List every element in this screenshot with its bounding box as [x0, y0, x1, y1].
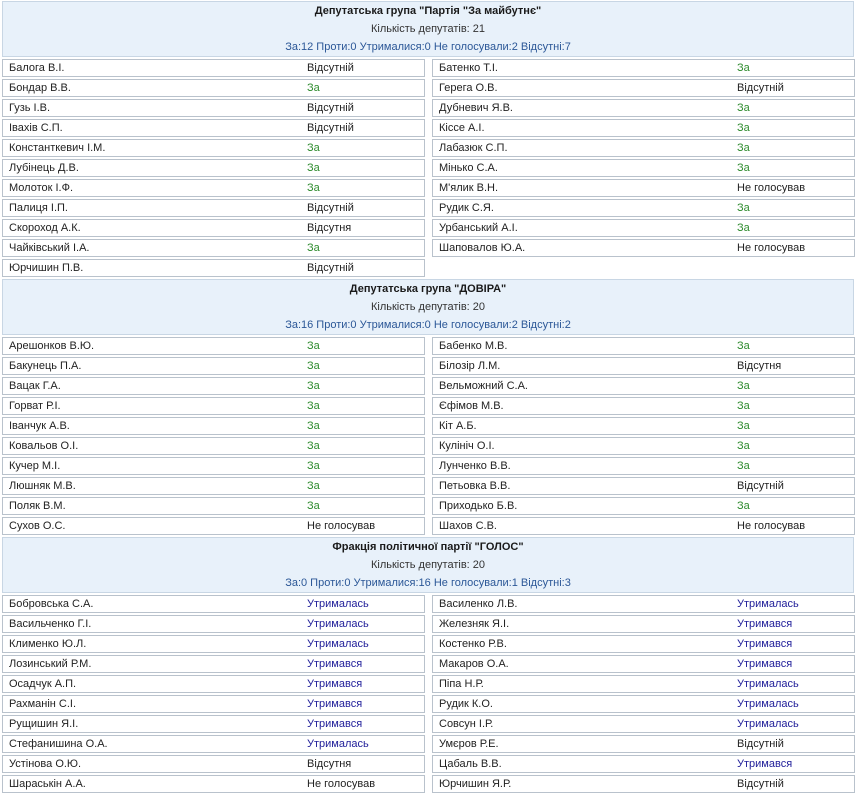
deputy-row — [432, 139, 855, 157]
vote-result: За — [737, 340, 750, 352]
vote-result: Утрималась — [307, 618, 369, 630]
deputy-name: Железняк Я.І. — [439, 618, 510, 630]
vote-result: Утрималась — [737, 678, 799, 690]
deputy-row — [432, 357, 855, 375]
deputy-row — [2, 259, 425, 277]
deputy-row — [432, 219, 855, 237]
deputy-name: Вацак Г.А. — [9, 380, 61, 392]
deputy-row — [2, 119, 425, 137]
deputy-row — [2, 615, 425, 633]
group-summary: За:0 Проти:0 Утрималися:16 Не голосували:1 Відсутні:3 — [285, 577, 571, 589]
deputy-row — [432, 179, 855, 197]
deputy-name: Урбанський А.І. — [439, 222, 518, 234]
deputy-name: Герега О.В. — [439, 82, 498, 94]
vote-result: За — [307, 142, 320, 154]
vote-result: За — [307, 500, 320, 512]
vote-result: За — [307, 460, 320, 472]
vote-result: За — [307, 162, 320, 174]
deputy-name: Бобровська С.А. — [9, 598, 94, 610]
deputy-list — [0, 595, 856, 793]
vote-result: За — [307, 420, 320, 432]
vote-result: Утримався — [737, 618, 793, 630]
deputy-name: Чайківський І.А. — [9, 242, 90, 254]
vote-result: Не голосував — [307, 778, 376, 790]
deputy-row — [2, 517, 425, 535]
deputy-name: Дубневич Я.В. — [439, 102, 513, 114]
deputy-name: Кіт А.Б. — [439, 420, 477, 432]
deputy-row — [432, 715, 855, 733]
deputy-name: Молоток І.Ф. — [9, 182, 74, 194]
deputy-row — [432, 377, 855, 395]
deputy-name: Бондар В.В. — [9, 82, 71, 94]
deputy-row — [432, 497, 855, 515]
deputy-name: Мінько С.А. — [439, 162, 498, 174]
deputy-row — [2, 397, 425, 415]
deputy-row — [2, 437, 425, 455]
deputy-row — [432, 119, 855, 137]
vote-result: Утрималась — [307, 738, 369, 750]
deputy-row — [2, 219, 425, 237]
vote-result: Відсутній — [307, 122, 354, 134]
deputy-name: Цабаль В.В. — [439, 758, 502, 770]
deputy-row — [2, 497, 425, 515]
deputy-name: Юрчишин П.В. — [9, 262, 84, 274]
vote-result: Утрималась — [307, 598, 369, 610]
vote-result: За — [307, 400, 320, 412]
deputy-row — [2, 715, 425, 733]
deputy-name: Совсун І.Р. — [439, 718, 494, 730]
vote-result: Відсутній — [737, 738, 784, 750]
deputy-row — [432, 755, 855, 773]
deputy-name: Бабенко М.В. — [439, 340, 508, 352]
deputy-name: Кучер М.І. — [9, 460, 61, 472]
group-header — [2, 537, 854, 593]
vote-results — [0, 1, 856, 793]
deputy-row — [2, 159, 425, 177]
deputy-name: Юрчишин Я.Р. — [439, 778, 512, 790]
deputy-name: Білозір Л.М. — [439, 360, 501, 372]
deputy-row — [432, 775, 855, 793]
deputy-row — [432, 675, 855, 693]
vote-result: За — [307, 480, 320, 492]
vote-result: За — [737, 102, 750, 114]
deputy-name: Лозинський Р.М. — [9, 658, 92, 670]
vote-result: За — [307, 360, 320, 372]
vote-result: За — [307, 182, 320, 194]
deputy-name: Шараськін А.А. — [9, 778, 86, 790]
deputy-name: Лабазюк С.П. — [439, 142, 508, 154]
deputy-row — [2, 377, 425, 395]
deputy-row — [2, 417, 425, 435]
vote-result: Відсутній — [307, 202, 354, 214]
vote-result: Відсутній — [737, 778, 784, 790]
deputy-name: Стефанишина О.А. — [9, 738, 108, 750]
deputy-row — [2, 79, 425, 97]
deputy-name: Устінова О.Ю. — [9, 758, 82, 770]
deputy-name: Васильченко Г.І. — [9, 618, 92, 630]
group-title: Фракція політичної партії "ГОЛОС" — [332, 541, 524, 553]
vote-result: За — [737, 420, 750, 432]
vote-result: Утримався — [307, 658, 363, 670]
deputy-name: Сухов О.С. — [9, 520, 66, 532]
vote-result: За — [737, 202, 750, 214]
deputy-row — [432, 595, 855, 613]
vote-result: Відсутня — [307, 758, 352, 770]
vote-result: За — [737, 500, 750, 512]
deputy-name: Іванчук А.В. — [9, 420, 70, 432]
deputy-row — [432, 99, 855, 117]
deputy-name: Макаров О.А. — [439, 658, 509, 670]
deputy-row — [432, 59, 855, 77]
vote-result: Утрималась — [737, 698, 799, 710]
deputy-row — [432, 635, 855, 653]
deputy-row — [2, 179, 425, 197]
deputy-row — [432, 159, 855, 177]
group-summary: За:12 Проти:0 Утрималися:0 Не голосували:2 Відсутні:7 — [285, 41, 571, 53]
vote-result: За — [737, 62, 750, 74]
deputy-name: Шахов С.В. — [439, 520, 497, 532]
deputy-row — [2, 199, 425, 217]
vote-result: Не голосував — [737, 520, 806, 532]
vote-result: Відсутній — [307, 62, 354, 74]
deputy-name: Кулініч О.І. — [439, 440, 495, 452]
vote-result: Відсутня — [307, 222, 352, 234]
deputy-name: Петьовка В.В. — [439, 480, 511, 492]
deputy-row — [432, 417, 855, 435]
vote-result: Утримався — [307, 678, 363, 690]
vote-result: Не голосував — [737, 182, 806, 194]
deputy-name: Осадчук А.П. — [9, 678, 77, 690]
deputy-name: Батенко Т.І. — [439, 62, 498, 74]
vote-result: Відсутній — [737, 480, 784, 492]
vote-result: Утримався — [307, 718, 363, 730]
deputy-row — [432, 199, 855, 217]
deputy-row — [432, 457, 855, 475]
deputy-name: Рахманін С.І. — [9, 698, 77, 710]
deputy-name: Івахів С.П. — [9, 122, 63, 134]
vote-result: За — [737, 222, 750, 234]
deputy-name: Піпа Н.Р. — [439, 678, 484, 690]
deputy-name: Бакунець П.А. — [9, 360, 82, 372]
deputy-row — [2, 239, 425, 257]
vote-result: За — [737, 460, 750, 472]
group-header — [2, 1, 854, 57]
deputy-row — [432, 735, 855, 753]
group-title: Депутатська група "Партія "За майбутнє" — [314, 5, 542, 17]
vote-result: За — [307, 242, 320, 254]
deputy-name: Вельможний С.А. — [439, 380, 528, 392]
deputy-row — [2, 457, 425, 475]
deputy-name: Єфімов М.В. — [439, 400, 504, 412]
vote-result: Не голосував — [307, 520, 376, 532]
deputy-name: Кіссе А.І. — [439, 122, 485, 134]
group-count: Кількість депутатів: 20 — [370, 301, 486, 313]
deputy-list — [0, 59, 856, 277]
deputy-row — [432, 337, 855, 355]
vote-result: Відсутній — [737, 82, 784, 94]
deputy-row — [432, 615, 855, 633]
deputy-row — [432, 517, 855, 535]
vote-result: Утрималась — [307, 638, 369, 650]
vote-result: За — [737, 380, 750, 392]
vote-result: За — [737, 142, 750, 154]
deputy-row — [2, 337, 425, 355]
deputy-name: Костенко Р.В. — [439, 638, 507, 650]
deputy-row — [2, 775, 425, 793]
deputy-name: Балога В.І. — [9, 62, 65, 74]
vote-result: За — [737, 122, 750, 134]
deputy-name: Лунченко В.В. — [439, 460, 511, 472]
deputy-row — [432, 437, 855, 455]
deputy-name: Люшняк М.В. — [9, 480, 76, 492]
deputy-name: Рущишин Я.І. — [9, 718, 79, 730]
deputy-row — [2, 595, 425, 613]
deputy-name: Арешонков В.Ю. — [9, 340, 95, 352]
deputy-row — [432, 397, 855, 415]
vote-result: Утримався — [737, 658, 793, 670]
vote-result: За — [737, 400, 750, 412]
vote-result: Відсутній — [307, 102, 354, 114]
vote-result: За — [737, 440, 750, 452]
deputy-row — [2, 139, 425, 157]
vote-result: За — [307, 440, 320, 452]
deputy-row — [2, 357, 425, 375]
deputy-name: Приходько Б.В. — [439, 500, 518, 512]
deputy-name: Ковальов О.І. — [9, 440, 79, 452]
deputy-row — [2, 695, 425, 713]
vote-result: За — [307, 380, 320, 392]
deputy-name: Рудик С.Я. — [439, 202, 494, 214]
vote-result: За — [307, 340, 320, 352]
vote-result: Відсутній — [307, 262, 354, 274]
group-title: Депутатська група "ДОВІРА" — [349, 283, 507, 295]
vote-result: Утрималась — [737, 718, 799, 730]
deputy-row — [432, 655, 855, 673]
group-header — [2, 279, 854, 335]
deputy-row — [2, 635, 425, 653]
deputy-name: Скороход А.К. — [9, 222, 81, 234]
vote-result: Відсутня — [737, 360, 782, 372]
deputy-row — [2, 99, 425, 117]
vote-result: За — [307, 82, 320, 94]
deputy-row — [2, 675, 425, 693]
deputy-name: М'ялик В.Н. — [439, 182, 499, 194]
deputy-name: Константкевич І.М. — [9, 142, 106, 154]
deputy-row — [2, 59, 425, 77]
deputy-row — [2, 655, 425, 673]
deputy-row — [432, 695, 855, 713]
vote-result: Утримався — [307, 698, 363, 710]
deputy-name: Умєров Р.Е. — [439, 738, 499, 750]
deputy-name: Клименко Ю.Л. — [9, 638, 87, 650]
deputy-name: Лубінець Д.В. — [9, 162, 79, 174]
deputy-list — [0, 337, 856, 535]
deputy-row — [432, 79, 855, 97]
deputy-name: Гузь І.В. — [9, 102, 51, 114]
deputy-name: Палиця І.П. — [9, 202, 68, 214]
deputy-row — [432, 239, 855, 257]
vote-result: За — [737, 162, 750, 174]
vote-result: Утримався — [737, 638, 793, 650]
deputy-name: Рудик К.О. — [439, 698, 493, 710]
deputy-name: Шаповалов Ю.А. — [439, 242, 526, 254]
deputy-name: Горват Р.І. — [9, 400, 61, 412]
group-count: Кількість депутатів: 20 — [370, 559, 486, 571]
vote-result: Не голосував — [737, 242, 806, 254]
deputy-row — [432, 477, 855, 495]
group-count: Кількість депутатів: 21 — [370, 23, 486, 35]
group-summary: За:16 Проти:0 Утрималися:0 Не голосували:2 Відсутні:2 — [285, 319, 571, 331]
deputy-row — [2, 477, 425, 495]
deputy-row — [2, 735, 425, 753]
vote-result: Утримався — [737, 758, 793, 770]
deputy-name: Василенко Л.В. — [439, 598, 518, 610]
vote-result: Утрималась — [737, 598, 799, 610]
deputy-name: Поляк В.М. — [9, 500, 66, 512]
deputy-row — [2, 755, 425, 773]
